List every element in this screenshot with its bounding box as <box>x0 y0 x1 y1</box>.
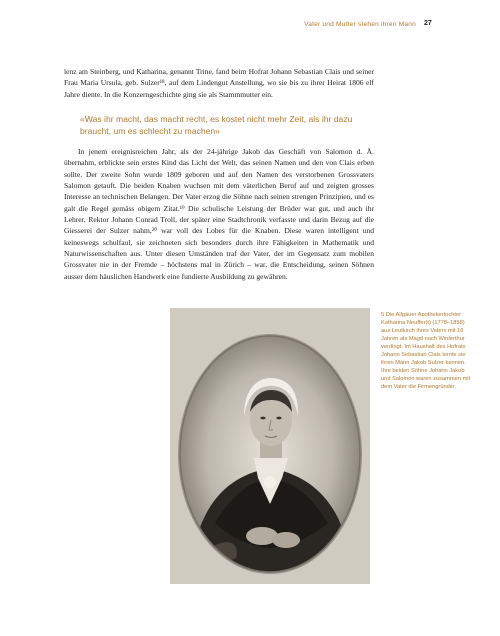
pull-quote: «Was ihr macht, das macht recht, es kostet nicht mehr Zeit, als ihr dazu braucht, um es schlecht zu machen» <box>80 114 353 136</box>
portrait-photo <box>170 308 370 584</box>
body-paragraph-2: In jenem ereignisreichen Jahr, als der 24-jährige Jakob das Geschäft von Salomon d. Ä. übernahm, erblickte sein erstes Kind das Licht der Welt, das seinen Namen und den von Clais erben sollte. Der zweite Sohn wurde 1809 geboren und auf den Namen des verstorbenen Grossvaters Salomon getauft. Die beiden Knaben wuchsen mit dem väterlichen Beruf auf und zeigten grosses Interesse an technischen Belangen. Der Vater erzog die Söhne nach seinen strengen Prinzipien, und es galt die Regel gemäss obigem Zitat.¹⁹ Die schulische Leistung der Brüder war gut, und auch ihr Lehrer, Rektor Johann Conrad Troll, der später eine Stadtchronik verfasste und darin Bezug auf die Giesserei der Sulzer nahm,²⁰ war voll des Lobes für die Knaben. Diese waren intelligent und keineswegs schulfaul, sie zeichneten sich besonders durch ihre Fähigkeiten in Mathematik und Naturwissenschaften aus. Unter diesen Umständen traf der Vater, der im Gegensatz zum mobilen Grossvater nie in der Fremde – höchstens mal in Zürich – war, die Entscheidung, seinen Söhnen ausser dem häuslichen Handwerk eine fundierte Ausbildung zu gewähren. <box>64 147 374 281</box>
page-number: 27 <box>424 20 432 27</box>
photo-caption: 5 Die Allgäuer Apothekertochter Katharina Neuffer(t) (1778–1858) aus Leutkirch ihres Vaters mit 16 Jahren als Magd nach Winterthur verdingt. Im Haushalt des Hofrats Johann Sebastian Clais lernte sie ihren Mann Jakob Sulzer kennen. Ihre beiden Söhne Johann Jakob und Salomon waren zusammen mit dem Vater die Firmengründer. <box>381 312 471 391</box>
running-title: Vater und Mutter stehen ihren Mann <box>304 21 416 28</box>
body-paragraph-1: lenz am Steinberg, und Katharina, genannt Trine, fand beim Hofrat Johann Sebastian Clais und seiner Frau Maria Ursula, geb. Sulzer¹⁸, auf dem Lindengut Anstellung, wo sie bis zu ihrer Heirat 1806 elf Jahre diente. In die Konzerngeschichte ging sie als Stammmutter ein. <box>64 67 374 99</box>
portrait-illustration <box>170 308 370 584</box>
